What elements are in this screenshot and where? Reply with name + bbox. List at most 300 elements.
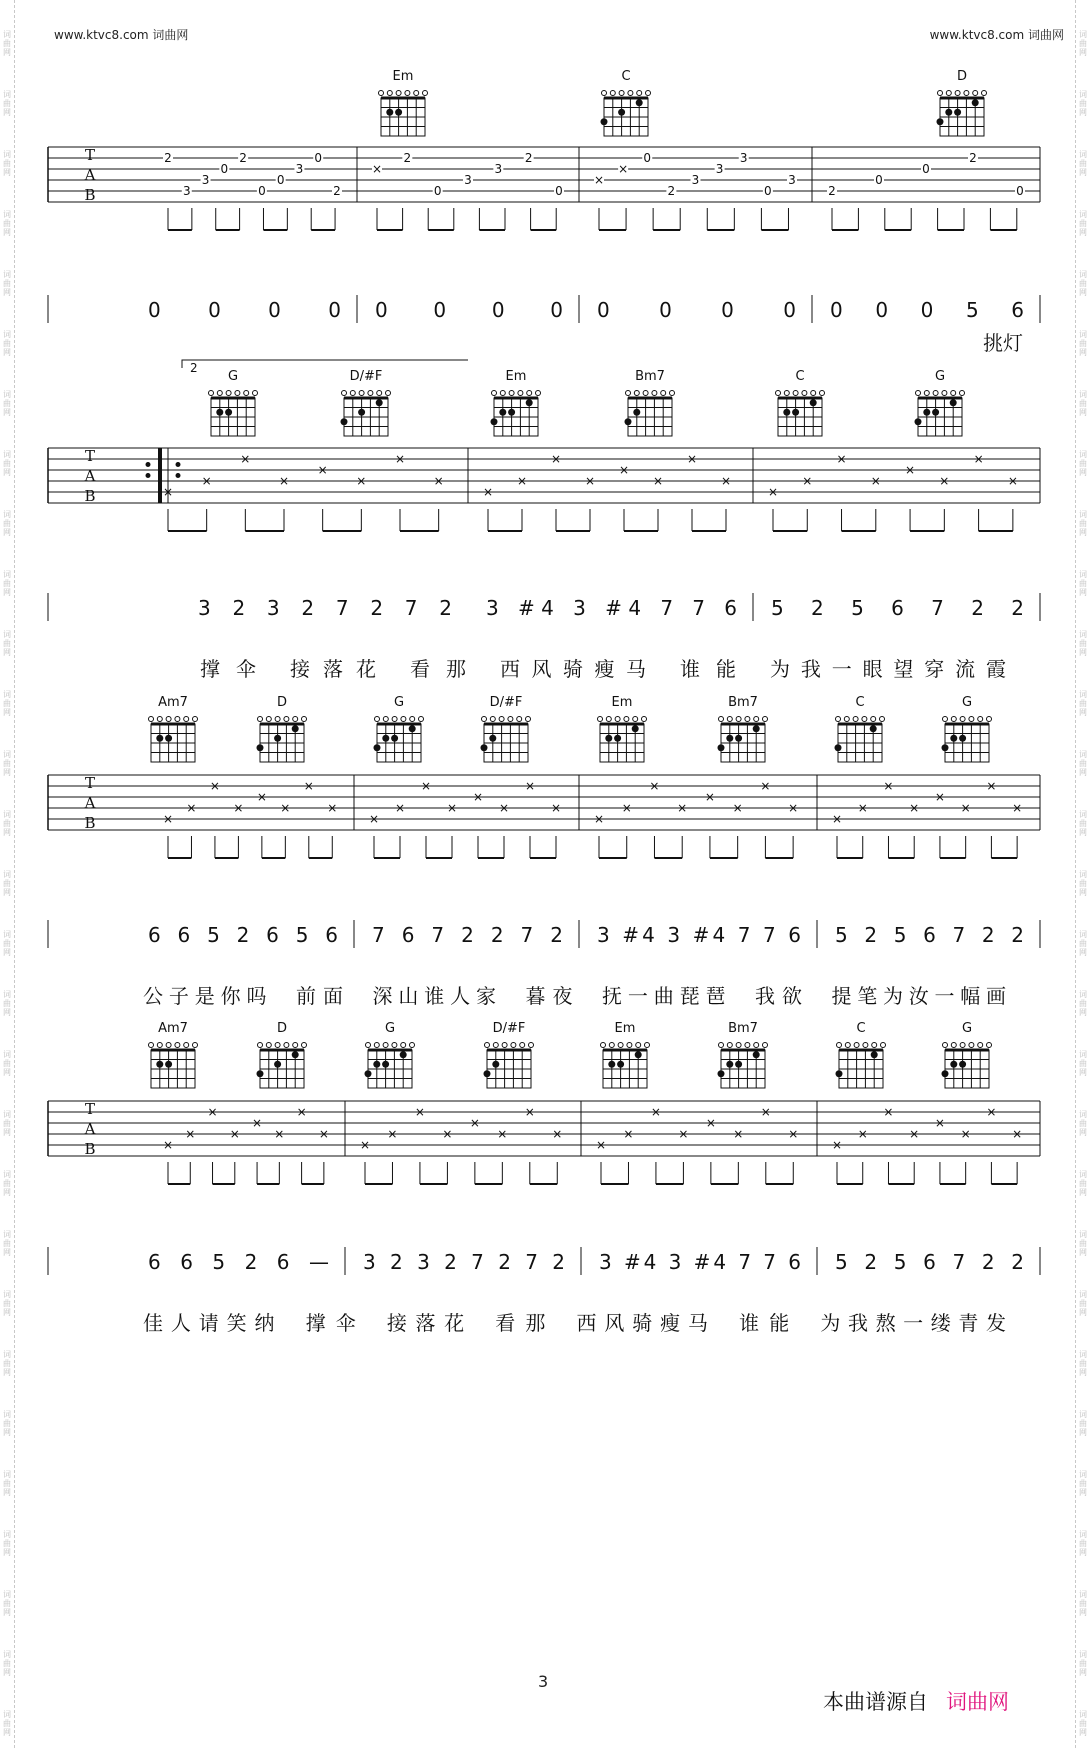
tab-note-fret: 3	[182, 184, 191, 198]
tab-note-muted: ×	[678, 1127, 689, 1141]
chord-open-marker	[634, 391, 639, 396]
chord-finger-dot	[783, 409, 790, 416]
chord-finger-dot	[409, 725, 416, 732]
jianpu-measure: 7 6 7 2 2 7 2	[372, 923, 563, 947]
chord-open-marker	[960, 1043, 965, 1048]
side-watermark-text: 词 曲 网	[1079, 930, 1087, 957]
chord-open-marker	[754, 717, 759, 722]
tab-note-muted: ×	[278, 474, 290, 488]
chord-name: Em	[392, 69, 414, 84]
tab-note-muted: ×	[788, 1127, 799, 1141]
chord-open-marker	[736, 717, 741, 722]
tab-clef-letter: B	[84, 1140, 96, 1158]
chord-open-marker	[942, 391, 947, 396]
tab-clef-letter: T	[84, 1100, 96, 1118]
chord-name: Bm7	[635, 369, 665, 384]
tab-note-muted: ×	[256, 790, 267, 804]
side-watermark-text: 词 曲 网	[1079, 1230, 1087, 1257]
side-watermark-text: 词 曲 网	[1079, 810, 1087, 837]
chord-open-marker	[293, 717, 298, 722]
side-watermark-text: 词 曲 网	[3, 690, 11, 717]
tab-clef-letter: T	[84, 447, 96, 465]
tab-note-muted: ×	[327, 801, 338, 815]
chord-open-marker	[374, 1043, 379, 1048]
side-watermark-text: 词 曲 网	[1079, 750, 1087, 777]
lyric-phrase: 接落花	[290, 657, 376, 681]
chord-finger-dot	[792, 409, 799, 416]
chord-diagram-C	[601, 69, 651, 136]
tab-note-muted: ×	[909, 801, 920, 815]
chord-name: G	[961, 1021, 973, 1036]
chord-open-marker	[500, 391, 505, 396]
chord-finger-dot	[810, 399, 817, 406]
side-watermark-text: 词 曲 网	[3, 450, 11, 477]
jianpu-measure: 0 0 0 0	[597, 298, 796, 322]
side-watermark-text: 词 曲 网	[3, 1590, 11, 1617]
tab-note-muted: ×	[909, 1127, 920, 1141]
tab-note-muted: ×	[857, 1127, 868, 1141]
chord-open-marker	[536, 391, 541, 396]
side-watermark-text: 词 曲 网	[1079, 1530, 1087, 1557]
chord-name: D	[276, 1021, 288, 1036]
lyric-phrase: 西风骑瘦马	[576, 1311, 708, 1335]
chord-open-marker	[670, 391, 675, 396]
tab-note-muted: ×	[986, 1105, 997, 1119]
tab-note-muted: ×	[524, 779, 536, 793]
chord-diagram-G	[365, 1021, 415, 1088]
tab-note-muted: ×	[960, 801, 971, 815]
tab-note-muted: ×	[1012, 801, 1023, 815]
chord-open-marker	[526, 717, 531, 722]
tab-note-fret: 2	[239, 151, 247, 165]
side-watermark-text: 词 曲 网	[1079, 630, 1087, 657]
chord-diagram-D	[937, 69, 987, 136]
chord-open-marker	[964, 91, 969, 96]
tab-note-muted: ×	[621, 801, 632, 815]
side-watermark-text: 词 曲 网	[3, 1110, 11, 1137]
chord-name: Bm7	[728, 695, 758, 710]
tab-note-fret: 3	[788, 173, 796, 187]
lyric-phrase: 撑伞	[305, 1311, 356, 1335]
chord-finger-dot	[718, 744, 725, 751]
chord-open-marker	[529, 1043, 534, 1048]
lyric-phrase: 谁能	[680, 657, 736, 681]
chord-open-marker	[969, 717, 974, 722]
tab-note-muted: ×	[356, 474, 367, 488]
chord-open-marker	[951, 717, 956, 722]
chord-open-marker	[386, 391, 391, 396]
chord-finger-dot	[499, 409, 506, 416]
side-watermark-text: 词 曲 网	[1079, 390, 1087, 417]
tab-note-muted: ×	[472, 790, 484, 804]
tab-note-muted: ×	[973, 452, 984, 466]
tab-note-muted: ×	[831, 1138, 843, 1152]
lyric-phrase: 看那	[410, 657, 466, 681]
system-2	[48, 360, 1040, 681]
tab-note-fret: ×	[593, 173, 605, 187]
tab-note-muted: ×	[652, 474, 664, 488]
tab-clef-letter: A	[84, 1120, 96, 1138]
chord-open-marker	[490, 717, 495, 722]
tab-note-muted: ×	[836, 452, 847, 466]
chord-name: Am7	[158, 695, 188, 710]
jianpu-measure: 3 #4 3 #4 7 7 6	[486, 596, 737, 620]
chord-open-marker	[253, 391, 258, 396]
side-watermark-text: 词 曲 网	[3, 870, 11, 897]
chord-diagram-C	[835, 695, 885, 762]
chord-open-marker	[502, 1043, 507, 1048]
chord-finger-dot	[257, 1070, 264, 1077]
chord-finger-dot	[959, 1061, 966, 1068]
chord-open-marker	[244, 391, 249, 396]
chord-diagram-C	[776, 369, 825, 436]
chord-finger-dot	[165, 735, 172, 742]
tab-note-fret: 0	[922, 162, 930, 176]
tab-note-muted: ×	[186, 801, 197, 815]
chord-diagram-Em	[598, 695, 647, 762]
chord-open-marker	[863, 1043, 868, 1048]
chord-open-marker	[719, 717, 724, 722]
chord-finger-dot	[753, 725, 760, 732]
side-watermark-text: 词 曲 网	[3, 330, 11, 357]
side-watermark-text: 词 曲 网	[1079, 1170, 1087, 1197]
tab-note-muted: ×	[595, 1138, 607, 1152]
chord-finger-dot	[491, 418, 498, 425]
chord-finger-dot	[836, 1070, 843, 1077]
chord-open-marker	[606, 717, 611, 722]
chord-open-marker	[518, 391, 523, 396]
tab-note-fret: 0	[555, 184, 563, 198]
tab-note-fret: 0	[276, 173, 285, 187]
side-watermark-text: 词 曲 网	[1079, 330, 1087, 357]
chord-open-marker	[499, 717, 504, 722]
tab-note-fret: 0	[220, 162, 229, 176]
lyric-phrase: 抚一曲琵琶	[602, 984, 726, 1008]
chord-open-marker	[193, 717, 198, 722]
tab-note-muted: ×	[414, 1105, 425, 1119]
tab-note-muted: ×	[240, 452, 251, 466]
chord-name: C	[621, 69, 631, 84]
tab-note-muted: ×	[960, 1127, 971, 1141]
chord-finger-dot	[492, 1061, 499, 1068]
tab-clef-letter: T	[84, 146, 96, 164]
tab-note-fret: 2	[969, 151, 977, 165]
chord-open-marker	[226, 391, 231, 396]
chord-diagram-D	[257, 695, 307, 762]
tab-note-fret: ×	[371, 162, 383, 176]
chord-finger-dot	[608, 1061, 615, 1068]
chord-open-marker	[342, 391, 347, 396]
chord-finger-dot	[382, 735, 389, 742]
chord-open-marker	[881, 1043, 886, 1048]
tab-clef-letter: B	[84, 186, 96, 204]
tab-note-muted: ×	[185, 1127, 196, 1141]
jianpu-measure: 6 6 5 2 6 5 6	[148, 923, 338, 947]
chord-open-marker	[633, 717, 638, 722]
chord-finger-dot	[735, 735, 742, 742]
chord-open-marker	[626, 391, 631, 396]
chord-open-marker	[414, 91, 419, 96]
chord-open-marker	[951, 391, 956, 396]
chord-finger-dot	[225, 409, 232, 416]
chord-open-marker	[387, 91, 392, 96]
jianpu-measure: 5 2 5 6 7 2 2	[835, 923, 1024, 947]
tab-note-muted: ×	[162, 812, 174, 826]
chord-finger-dot	[484, 1070, 491, 1077]
tab-note-muted: ×	[433, 474, 444, 488]
chord-open-marker	[727, 1043, 732, 1048]
chord-open-marker	[396, 91, 401, 96]
chord-finger-dot	[374, 744, 381, 751]
chord-open-marker	[933, 391, 938, 396]
lyric-phrase: 看那	[495, 1311, 546, 1335]
side-watermark-text: 词 曲 网	[1079, 450, 1087, 477]
tab-note-muted: ×	[623, 1127, 634, 1141]
tab-note-fret: 0	[875, 173, 883, 187]
chord-open-marker	[763, 717, 768, 722]
chord-open-marker	[258, 717, 263, 722]
tab-note-fret: 2	[403, 151, 412, 165]
jianpu-measure: 5 2 5 6 7 2 2	[771, 596, 1024, 620]
tab-note-muted: ×	[905, 463, 916, 477]
chord-open-marker	[493, 1043, 498, 1048]
tab-note-fret: 2	[333, 184, 341, 198]
jianpu-measure: 3 #4 3 #4 7 7 6	[599, 1250, 801, 1274]
chord-finger-dot	[274, 1061, 281, 1068]
chord-open-marker	[149, 1043, 154, 1048]
chord-finger-dot	[601, 118, 608, 125]
chord-open-marker	[383, 1043, 388, 1048]
tab-note-muted: ×	[207, 1105, 218, 1119]
footer-source	[823, 1686, 1009, 1716]
chord-open-marker	[383, 717, 388, 722]
chord-finger-dot	[954, 109, 961, 116]
lyric-phrase: 我欲	[755, 984, 802, 1008]
lyric-phrase: 深山谁人家	[372, 984, 496, 1008]
chord-finger-dot	[942, 1070, 949, 1077]
chord-open-marker	[618, 1043, 623, 1048]
chord-open-marker	[258, 1043, 263, 1048]
chord-open-marker	[955, 91, 960, 96]
side-watermark-text: 词 曲 网	[1079, 1470, 1087, 1497]
chord-diagram-Em	[491, 369, 541, 436]
chord-finger-dot	[950, 399, 957, 406]
tab-note-muted: ×	[986, 779, 997, 793]
chord-finger-dot	[489, 735, 496, 742]
footer-label: 本曲谱源自	[823, 1690, 928, 1714]
side-watermark-text: 词 曲 网	[1079, 990, 1087, 1017]
chord-open-marker	[410, 717, 415, 722]
chord-finger-dot	[605, 735, 612, 742]
chord-finger-dot	[614, 735, 621, 742]
tab-note-muted: ×	[788, 801, 799, 815]
chord-open-marker	[601, 1043, 606, 1048]
system-1	[48, 146, 1040, 323]
chord-open-marker	[784, 391, 789, 396]
chord-finger-dot	[386, 109, 393, 116]
chord-diagram-Bm7	[718, 1021, 768, 1088]
tab-note-muted: ×	[649, 779, 660, 793]
side-watermark-text: 词 曲 网	[3, 810, 11, 837]
chord-open-marker	[661, 391, 666, 396]
tab-note-muted: ×	[497, 1127, 508, 1141]
side-watermark-text: 词 曲 网	[3, 930, 11, 957]
lyric-phrase: 谁能	[739, 1311, 790, 1335]
tab-note-fret: 0	[314, 151, 323, 165]
side-watermark-text: 词 曲 网	[3, 750, 11, 777]
jianpu-measure: 3 #4 3 #4 7 7 6	[597, 923, 801, 947]
chord-open-marker	[811, 391, 816, 396]
tab-note-muted: ×	[1012, 1127, 1023, 1141]
jianpu-measure: 3 2 3 2 7 2 7 2	[363, 1250, 565, 1274]
tab-note-muted: ×	[802, 474, 813, 488]
chord-diagram-G	[374, 695, 424, 762]
chord-open-marker	[973, 91, 978, 96]
tab-note-muted: ×	[939, 474, 950, 488]
chord-diagram-C	[836, 1021, 886, 1088]
header-right-site: www.ktvc8.com 词曲网	[929, 28, 1064, 42]
tab-note-muted: ×	[934, 790, 945, 804]
side-watermark-text: 词 曲 网	[1079, 210, 1087, 237]
chord-finger-dot	[635, 1051, 642, 1058]
chord-open-marker	[836, 717, 841, 722]
chord-open-marker	[482, 717, 487, 722]
tab-note-muted: ×	[498, 801, 510, 815]
chord-name: C	[856, 1021, 866, 1036]
chord-open-marker	[793, 391, 798, 396]
tab-note-fret: 2	[828, 184, 836, 198]
tab-note-muted: ×	[318, 1127, 329, 1141]
chord-open-marker	[368, 391, 373, 396]
tab-clef-letter: A	[84, 794, 96, 812]
chord-open-marker	[410, 1043, 415, 1048]
chord-name: D/#F	[492, 1021, 526, 1036]
side-watermark-text: 词 曲 网	[1079, 1590, 1087, 1617]
tab-note-muted: ×	[482, 485, 494, 499]
tab-note-muted: ×	[387, 1127, 398, 1141]
volta-number: 2	[190, 361, 198, 375]
tab-note-muted: ×	[446, 801, 458, 815]
chord-finger-dot	[526, 399, 533, 406]
chord-finger-dot	[257, 744, 264, 751]
chord-open-marker	[754, 1043, 759, 1048]
chord-finger-dot	[395, 109, 402, 116]
tab-note-muted: ×	[274, 1127, 285, 1141]
chord-finger-dot	[923, 409, 930, 416]
chord-open-marker	[511, 1043, 516, 1048]
tab-note-muted: ×	[162, 1138, 174, 1152]
tab-note-muted: ×	[934, 1116, 945, 1130]
chord-open-marker	[209, 391, 214, 396]
chord-open-marker	[960, 391, 965, 396]
chord-finger-dot	[165, 1061, 172, 1068]
chord-finger-dot	[365, 1070, 372, 1077]
chord-finger-dot	[959, 735, 966, 742]
side-watermark-text: 词 曲 网	[3, 150, 11, 177]
tab-note-muted: ×	[650, 1105, 661, 1119]
side-watermark-text: 词 曲 网	[3, 1290, 11, 1317]
tab-note-fret: 0	[433, 184, 442, 198]
tab-note-fret: 2	[524, 151, 533, 165]
tab-note-fret: 2	[164, 151, 172, 165]
chord-finger-dot	[945, 109, 952, 116]
chord-finger-dot	[632, 725, 639, 732]
jianpu-measure: 5 2 5 6 7 2 2	[835, 1250, 1024, 1274]
chord-open-marker	[184, 1043, 189, 1048]
chord-open-marker	[924, 391, 929, 396]
chord-name: D/#F	[489, 695, 523, 710]
tab-note-muted: ×	[252, 1116, 263, 1130]
side-watermark-text: 词 曲 网	[1079, 690, 1087, 717]
chord-open-marker	[987, 1043, 992, 1048]
chord-finger-dot	[726, 1061, 733, 1068]
side-watermark-text: 词 曲 网	[1079, 570, 1087, 597]
chord-finger-dot	[950, 1061, 957, 1068]
chord-open-marker	[636, 1043, 641, 1048]
chord-open-marker	[520, 1043, 525, 1048]
chord-open-marker	[946, 91, 951, 96]
tab-note-fret: 3	[464, 173, 472, 187]
tab-note-muted: ×	[209, 779, 220, 793]
tab-note-muted: ×	[317, 463, 328, 477]
tab-note-fret: 3	[691, 173, 700, 187]
chord-finger-dot	[274, 735, 281, 742]
tab-note-muted: ×	[303, 779, 314, 793]
chord-open-marker	[379, 91, 384, 96]
side-watermark-text: 词 曲 网	[3, 1230, 11, 1257]
chord-open-marker	[862, 717, 867, 722]
tab-note-muted: ×	[442, 1127, 453, 1141]
chord-open-marker	[377, 391, 382, 396]
chord-open-marker	[284, 717, 289, 722]
tab-note-muted: ×	[201, 474, 212, 488]
side-watermark-text: 词 曲 网	[1079, 1710, 1087, 1737]
side-watermark-text: 词 曲 网	[3, 570, 11, 597]
side-watermark-text: 词 曲 网	[1079, 510, 1087, 537]
side-watermark-text: 词 曲 网	[1079, 30, 1087, 57]
side-watermark-text: 词 曲 网	[3, 1170, 11, 1197]
chord-finger-dot	[972, 99, 979, 106]
chord-finger-dot	[358, 409, 365, 416]
chord-name: G	[393, 695, 405, 710]
tab-clef-letter: A	[84, 467, 96, 485]
tab-note-muted: ×	[394, 801, 406, 815]
header-left-site: www.ktvc8.com 词曲网	[54, 28, 189, 42]
chord-open-marker	[284, 1043, 289, 1048]
side-watermark-text: 词 曲 网	[3, 1350, 11, 1377]
chord-open-marker	[845, 1043, 850, 1048]
chord-open-marker	[392, 717, 397, 722]
tab-note-muted: ×	[516, 474, 528, 488]
tab-clef-letter: T	[84, 774, 96, 792]
chord-open-marker	[844, 717, 849, 722]
side-watermark-text: 词 曲 网	[3, 1530, 11, 1557]
chord-open-marker	[423, 91, 428, 96]
side-watermark-text: 词 曲 网	[1079, 1110, 1087, 1137]
chord-open-marker	[978, 717, 983, 722]
tab-note-muted: ×	[233, 801, 244, 815]
tab-note-fret: 3	[494, 162, 503, 176]
chord-name: Bm7	[728, 1021, 758, 1036]
chord-finger-dot	[481, 744, 488, 751]
jianpu-measure: 0 0 0 5 6	[830, 298, 1024, 322]
chord-open-marker	[645, 1043, 650, 1048]
side-watermark-text: 词 曲 网	[1079, 1290, 1087, 1317]
tab-note-fret: 3	[201, 173, 210, 187]
chord-open-marker	[217, 391, 222, 396]
chord-finger-dot	[373, 1061, 380, 1068]
chord-open-marker	[492, 391, 497, 396]
